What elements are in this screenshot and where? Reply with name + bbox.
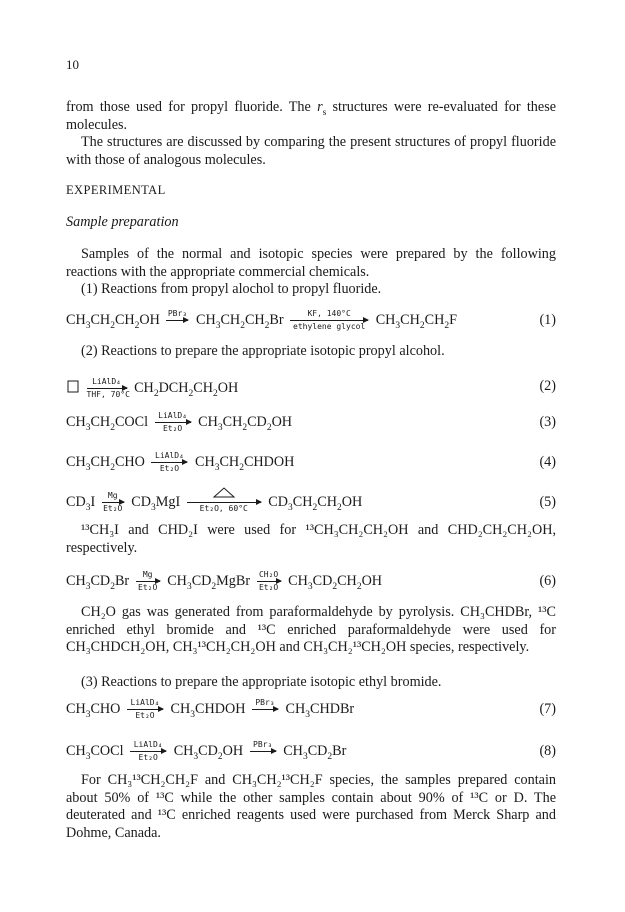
note-ch2o-paragraph: CH₂O gas was generated from paraformaldehyde by pyrolysis. CH₃CHDBr, ¹³C enriched ethyl bromide and ¹³C enriched paraformaldehyde were used for CH₃CHDCH₂OH, CH₃¹³CH₂CH₂OH and CH₃CH₂¹³CH₂OH species, respectively. bbox=[66, 604, 556, 655]
reaction-7: $CH_3CHO$ LiAlD₄ Et₂O $CH_3CHDOH$ PBr₃ $CH_3CHDBr$ (7) bbox=[66, 698, 556, 721]
prep-paragraph: Samples of the normal and isotopic species were prepared by the following reactions with the appropriate commercial chemicals. bbox=[66, 246, 556, 280]
note-13c-paragraph: ¹³CH₃I and CHD₂I were used for ¹³CH₃CH₂CH₂OH and CHD₂CH₂CH₂OH, respectively. bbox=[66, 522, 556, 556]
reaction-arrow: CH₂O Et₂O bbox=[257, 581, 281, 582]
rs-symbol: r bbox=[317, 99, 323, 115]
reaction-1: $CH_3CH_2CH_2OH$ PBr₃ $CH_3CH_2CH_2Br$ KF, 140°C ethylene glycol $CH_3CH_2CH_2F$ (1) bbox=[66, 309, 556, 332]
reaction-arrow: LiAlD₄ Et₂O bbox=[155, 422, 191, 423]
intro-text-a: from those used for propyl fluoride. The bbox=[66, 99, 318, 115]
reaction-6: $CH_3CD_2Br$ Mg Et₂O $CH_3CD_2MgBr$ CH₂O Et₂O $CH_3CD_2CH_2OH$ (6) bbox=[66, 570, 556, 593]
reaction-arrow: PBr₃ bbox=[250, 751, 276, 752]
equation-number: (1) bbox=[539, 312, 556, 328]
section-1-label: (1) Reactions from propyl alochol to propyl fluoride. bbox=[81, 281, 382, 297]
section-3-label: (3) Reactions to prepare the appropriate isotopic ethyl bromide. bbox=[81, 674, 442, 690]
reaction-3: $CH_3CH_2COCl$ LiAlD₄ Et₂O $CH_3CH_2CD_2OH$ (3) bbox=[66, 411, 556, 434]
equation-number: (5) bbox=[539, 494, 556, 510]
intro-paragraph-2: The structures are discussed by comparing the present structures of propyl fluoride with those of analogous molecules. bbox=[66, 134, 556, 168]
equation-number: (2) bbox=[539, 378, 556, 394]
equation-number: (3) bbox=[539, 414, 556, 430]
reaction-arrow: Et₂O, 60°C bbox=[187, 502, 261, 503]
rs-subscript: s bbox=[322, 107, 327, 118]
reaction-arrow: Mg Et₂O bbox=[103, 491, 123, 514]
reaction-5: $CD_3I$ Mg Et₂O $CD_3MgI$ Et₂O, 60°C $CD_3CH_2CH_2OH$ (5) bbox=[66, 494, 556, 516]
reaction-4: $CH_3CH_2CHO$ LiAlD₄ Et₂O $CH_3CH_2CHDOH$ (4) bbox=[66, 451, 556, 474]
oxetane-structure bbox=[66, 378, 80, 392]
intro-text-b: structures were re-evaluated for these molecules. bbox=[66, 99, 557, 133]
reaction-arrow: LiAlD₄ Et₂O bbox=[127, 709, 163, 710]
equation-number: (7) bbox=[539, 701, 556, 717]
equation-number: (8) bbox=[539, 743, 556, 759]
reaction-arrow: KF, 140°C ethylene glycol bbox=[290, 320, 368, 321]
subsection-heading: Sample preparation bbox=[66, 214, 179, 230]
reaction-arrow: Mg Et₂O bbox=[136, 581, 160, 582]
reaction-arrow: PBr₃ bbox=[166, 320, 188, 321]
section-2-label: (2) Reactions to prepare the appropriate isotopic propyl alcohol. bbox=[81, 343, 445, 359]
ethylene-oxide-icon bbox=[210, 483, 238, 499]
page-number: 10 bbox=[66, 57, 79, 72]
equation-number: (6) bbox=[539, 573, 556, 589]
equation-number: (4) bbox=[539, 454, 556, 470]
reaction-arrow: LiAlD₄ Et₂O bbox=[130, 751, 166, 752]
section-heading: EXPERIMENTAL bbox=[66, 183, 166, 197]
intro-paragraph-1 bbox=[66, 99, 556, 134]
closing-paragraph: For CH₃¹³CH₂CH₂F and CH₃CH₂¹³CH₂F species, the samples prepared contain about 50% of ¹³C while the other samples contain about 90% of ¹³C or D. The deuterated and ¹³C enriched reagents used were purchased from Merck Sharp and Dohme, Canada. bbox=[66, 772, 556, 841]
reaction-8: $CH_3COCl$ LiAlD₄ Et₂O $CH_3CD_2OH$ PBr₃ $CH_3CD_2Br$ (8) bbox=[66, 740, 556, 763]
reaction-2: LiAlD₄ THF, 70°C $CH_2DCH_2CH_2OH$ (2) bbox=[66, 378, 556, 400]
reaction-arrow: LiAlD₄ THF, 70°C bbox=[86, 377, 130, 400]
reaction-arrow: LiAlD₄ Et₂O bbox=[151, 462, 187, 463]
reaction-arrow: PBr₃ bbox=[252, 709, 278, 710]
